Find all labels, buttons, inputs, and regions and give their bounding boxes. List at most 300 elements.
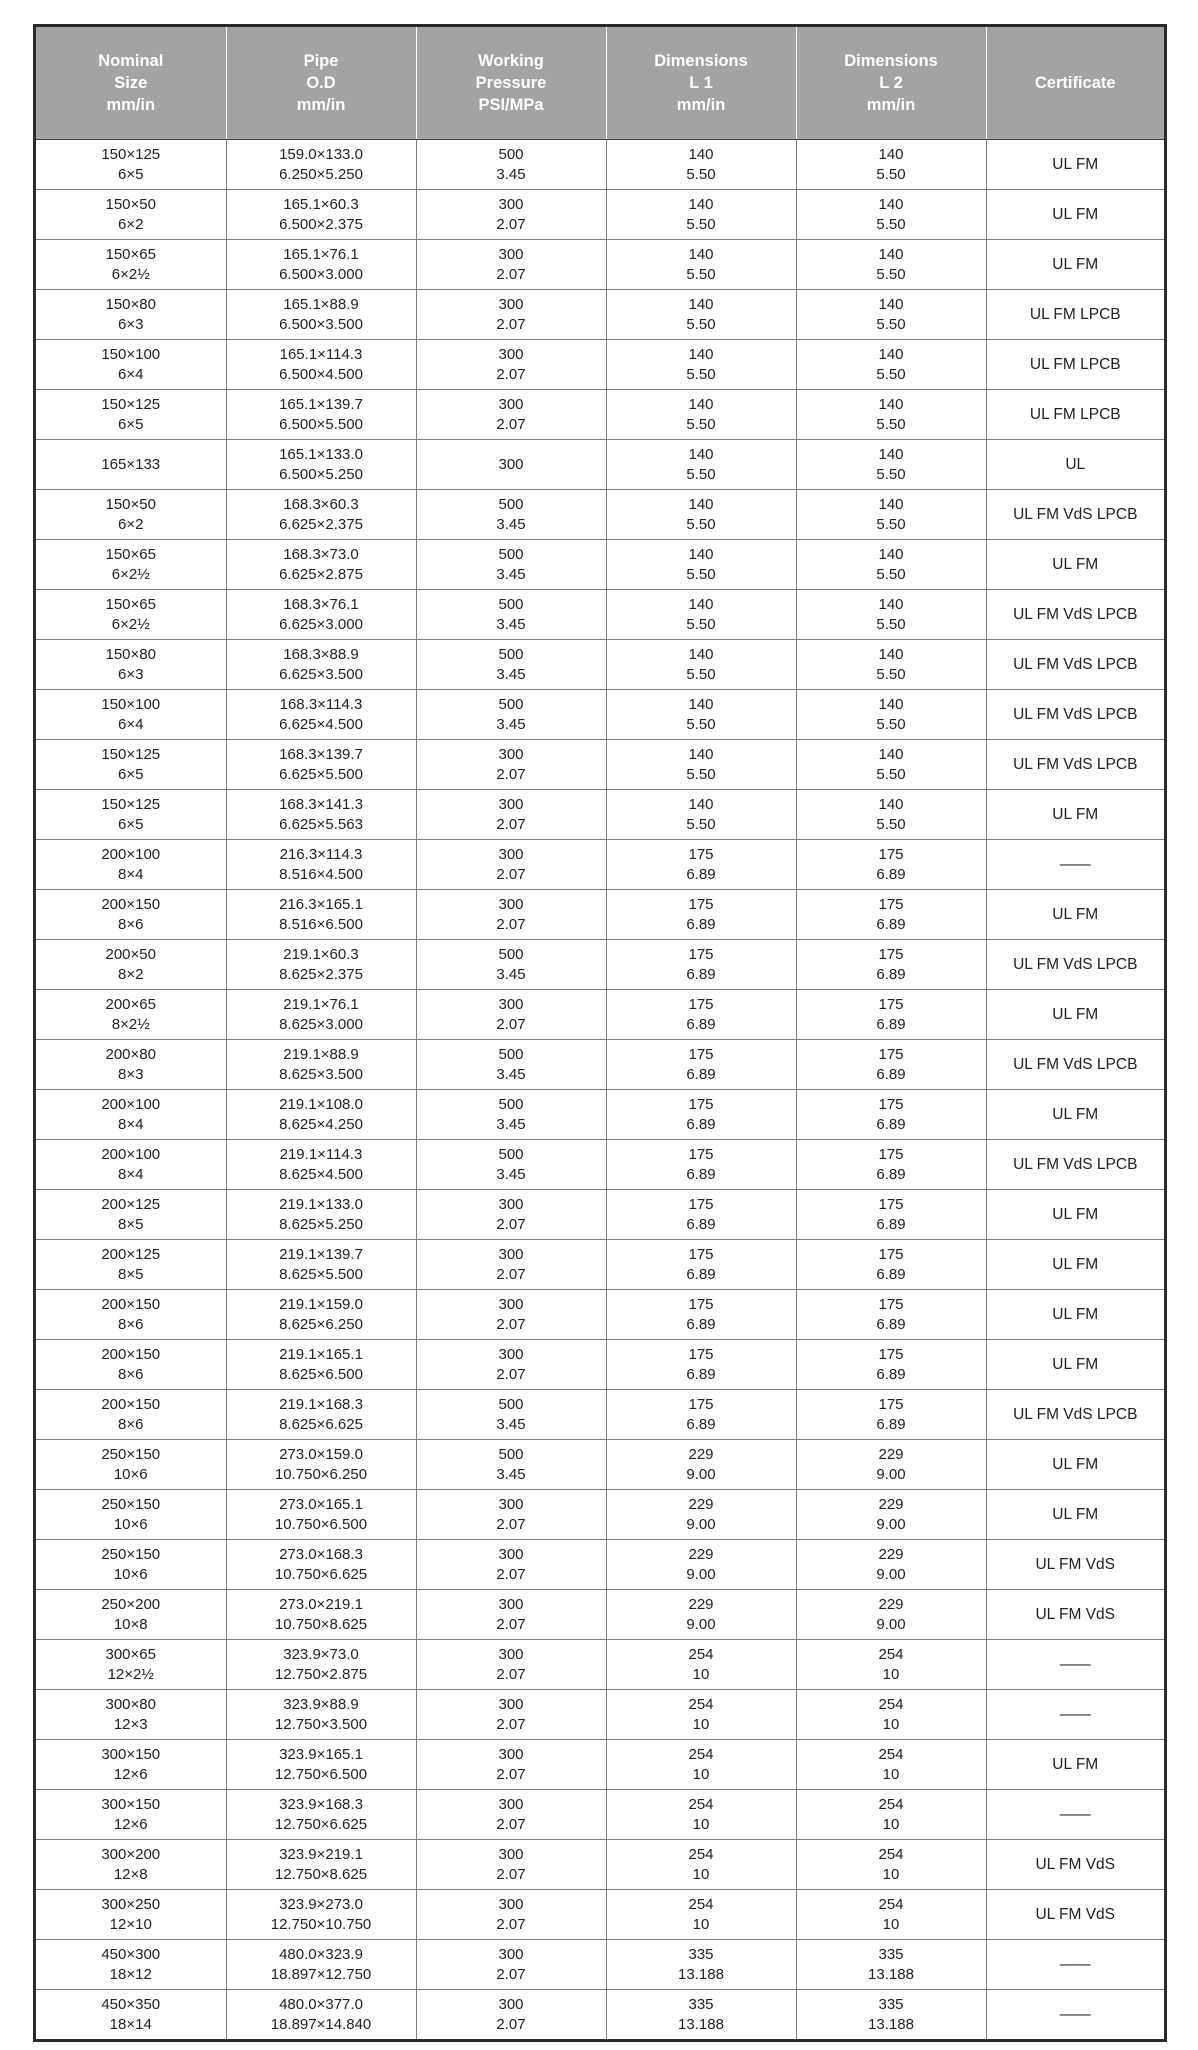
cell-line: 140: [878, 395, 904, 413]
cell-line: 6.500×3.000: [279, 265, 363, 283]
cell-pipe-od: [226, 440, 416, 490]
cell-line: 8×4: [118, 1115, 144, 1133]
cell-line: 13.188: [868, 1965, 914, 1983]
cell-line: 5.50: [876, 665, 906, 683]
cell-line: 12.750×8.625: [274, 1865, 368, 1883]
cell-working-pressure: [416, 1390, 606, 1440]
cell-line: 6.500×5.250: [279, 465, 363, 483]
cell-line: 2.07: [496, 1365, 526, 1383]
header-line: Size: [114, 74, 148, 92]
cell-line: 200×150: [101, 1395, 161, 1413]
cell-dimensions-l1: [606, 1640, 796, 1690]
cell-line: 168.3×73.0: [283, 545, 359, 563]
cell-line: 219.1×159.0: [279, 1295, 363, 1313]
cell-line: 10: [692, 1665, 710, 1683]
cell-line: 254: [688, 1795, 714, 1813]
cell-working-pressure: [416, 440, 606, 490]
cell-certificate: [986, 1540, 1164, 1590]
cell-line: 300: [498, 1745, 524, 1763]
cell-line: 2.07: [496, 1615, 526, 1633]
cell-line: 8.625×4.500: [279, 1165, 363, 1183]
cell-line: 5.50: [876, 765, 906, 783]
cell-working-pressure: [416, 640, 606, 690]
cell-line: 219.1×168.3: [279, 1395, 363, 1413]
cell-line: 6.89: [686, 1165, 716, 1183]
cell-line: 254: [878, 1645, 904, 1663]
cell-working-pressure: [416, 1990, 606, 2040]
cell-line: 12.750×10.750: [270, 1915, 372, 1933]
cell-line: 5.50: [876, 265, 906, 283]
cell-dimensions-l2: [796, 1390, 986, 1440]
cell-line: 300×65: [105, 1645, 156, 1663]
cell-dimensions-l2: [796, 1240, 986, 1290]
cell-line: 300: [498, 245, 524, 263]
cell-line: 5.50: [876, 715, 906, 733]
cell-line: 10: [692, 1815, 710, 1833]
cell-working-pressure: [416, 1340, 606, 1390]
cell-dimensions-l1: [606, 1040, 796, 1090]
cell-pipe-od: [226, 790, 416, 840]
cell-line: 8×3: [118, 1065, 144, 1083]
cell-line: 10×6: [113, 1515, 148, 1533]
cell-line: 6.89: [686, 1015, 716, 1033]
cell-line: 300: [498, 1245, 524, 1263]
cell-line: 2.07: [496, 1015, 526, 1033]
cell-line: 500: [498, 945, 524, 963]
table-row: [36, 1190, 1164, 1240]
cell-line: 175: [878, 1095, 904, 1113]
cell-pipe-od: [226, 1090, 416, 1140]
cell-working-pressure: [416, 790, 606, 840]
cell-working-pressure: [416, 1640, 606, 1690]
cell-line: UL FM VdS: [1035, 1555, 1116, 1573]
cell-line: 175: [878, 1045, 904, 1063]
cell-line: 6.89: [876, 1215, 906, 1233]
cell-line: UL FM: [1052, 1005, 1099, 1023]
cell-nominal-size: [36, 1640, 226, 1690]
cell-certificate: [986, 1090, 1164, 1140]
cell-working-pressure: [416, 940, 606, 990]
cell-line: 219.1×60.3: [283, 945, 359, 963]
cell-dimensions-l2: [796, 1840, 986, 1890]
cell-line: 175: [878, 1245, 904, 1263]
cell-line: 300×80: [105, 1695, 156, 1713]
cell-line: 150×80: [105, 295, 156, 313]
cell-certificate: [986, 440, 1164, 490]
cell-line: UL FM: [1052, 555, 1099, 573]
cell-line: 140: [688, 295, 714, 313]
cell-line: 8.625×5.250: [279, 1215, 363, 1233]
cell-line: 300: [498, 1195, 524, 1213]
cell-dimensions-l2: [796, 1090, 986, 1140]
cell-line: 6×5: [118, 415, 144, 433]
spec-table: [36, 27, 1164, 2039]
cell-working-pressure: [416, 990, 606, 1040]
cell-line: UL FM: [1052, 1305, 1099, 1323]
cell-dimensions-l2: [796, 1890, 986, 1940]
cell-certificate: [986, 1040, 1164, 1090]
cell-line: 5.50: [876, 565, 906, 583]
cell-dimensions-l2: [796, 640, 986, 690]
cell-line: 3.45: [496, 1065, 526, 1083]
header-nominal-size: [36, 27, 226, 140]
cell-line: 8×4: [118, 1165, 144, 1183]
cell-line: 175: [688, 995, 714, 1013]
cell-pipe-od: [226, 1940, 416, 1990]
cell-working-pressure: [416, 690, 606, 740]
cell-dimensions-l2: [796, 1940, 986, 1990]
cell-line: 2.07: [496, 815, 526, 833]
cell-line: 254: [688, 1695, 714, 1713]
cell-certificate: [986, 1590, 1164, 1640]
cell-line: 2.07: [496, 1265, 526, 1283]
cell-certificate: [986, 140, 1164, 190]
cell-line: 300: [498, 1345, 524, 1363]
cell-certificate: [986, 740, 1164, 790]
cell-line: UL FM: [1052, 905, 1099, 923]
cell-certificate: [986, 940, 1164, 990]
cell-line: 168.3×141.3: [279, 795, 363, 813]
cell-nominal-size: [36, 1940, 226, 1990]
cell-line: 8.625×6.625: [279, 1415, 363, 1433]
cell-dimensions-l1: [606, 690, 796, 740]
cell-line: 140: [688, 595, 714, 613]
cell-line: 2.07: [496, 1965, 526, 1983]
cell-line: 6.89: [686, 1365, 716, 1383]
cell-line: 5.50: [686, 415, 716, 433]
cell-line: ——: [1059, 1955, 1091, 1973]
table-row: [36, 540, 1164, 590]
cell-dimensions-l2: [796, 940, 986, 990]
cell-nominal-size: [36, 1540, 226, 1590]
cell-line: 8.516×6.500: [279, 915, 363, 933]
cell-line: 10.750×6.250: [274, 1465, 368, 1483]
cell-line: 3.45: [496, 515, 526, 533]
cell-line: 10.750×6.500: [274, 1515, 368, 1533]
cell-line: UL: [1065, 455, 1086, 473]
cell-working-pressure: [416, 1890, 606, 1940]
cell-line: 229: [688, 1495, 714, 1513]
cell-line: 175: [688, 1345, 714, 1363]
cell-line: 200×150: [101, 895, 161, 913]
cell-line: 140: [878, 795, 904, 813]
cell-line: 273.0×168.3: [279, 1545, 363, 1563]
cell-line: 450×300: [101, 1945, 161, 1963]
cell-line: 2.07: [496, 765, 526, 783]
cell-line: 250×150: [101, 1495, 161, 1513]
cell-pipe-od: [226, 890, 416, 940]
cell-line: 6.250×5.250: [279, 165, 363, 183]
cell-nominal-size: [36, 1290, 226, 1340]
cell-line: 9.00: [876, 1615, 906, 1633]
cell-line: 254: [878, 1695, 904, 1713]
cell-working-pressure: [416, 1540, 606, 1590]
cell-line: 6×2½: [111, 565, 150, 583]
cell-nominal-size: [36, 1840, 226, 1890]
cell-line: 140: [878, 545, 904, 563]
cell-line: 2.07: [496, 1515, 526, 1533]
cell-nominal-size: [36, 1490, 226, 1540]
cell-line: 140: [688, 445, 714, 463]
cell-line: 300: [498, 745, 524, 763]
cell-line: 9.00: [876, 1565, 906, 1583]
cell-line: 6.625×3.500: [279, 665, 363, 683]
cell-pipe-od: [226, 690, 416, 740]
table-body: [36, 140, 1164, 2040]
cell-line: 6.625×3.000: [279, 615, 363, 633]
cell-line: 219.1×165.1: [279, 1345, 363, 1363]
cell-working-pressure: [416, 140, 606, 190]
cell-nominal-size: [36, 340, 226, 390]
cell-dimensions-l1: [606, 1890, 796, 1940]
cell-nominal-size: [36, 1140, 226, 1190]
cell-line: 229: [878, 1595, 904, 1613]
table-row: [36, 190, 1164, 240]
cell-line: 9.00: [686, 1515, 716, 1533]
cell-line: 2.07: [496, 1765, 526, 1783]
cell-line: 140: [878, 495, 904, 513]
cell-working-pressure: [416, 1790, 606, 1840]
cell-line: UL FM: [1052, 255, 1099, 273]
cell-line: 8.625×6.250: [279, 1315, 363, 1333]
cell-line: 335: [878, 1995, 904, 2013]
cell-line: 12×3: [113, 1715, 148, 1733]
cell-line: UL FM: [1052, 1205, 1099, 1223]
cell-dimensions-l1: [606, 1940, 796, 1990]
cell-line: 150×80: [105, 645, 156, 663]
cell-line: 3.45: [496, 615, 526, 633]
cell-certificate: [986, 1790, 1164, 1840]
cell-line: 8×2: [118, 965, 144, 983]
cell-line: 200×125: [101, 1245, 161, 1263]
cell-line: 323.9×88.9: [283, 1695, 359, 1713]
cell-certificate: [986, 1740, 1164, 1790]
cell-line: 10: [692, 1915, 710, 1933]
cell-line: 175: [878, 895, 904, 913]
cell-dimensions-l2: [796, 1140, 986, 1190]
cell-line: 140: [878, 195, 904, 213]
cell-line: 13.188: [678, 2015, 724, 2033]
cell-dimensions-l1: [606, 990, 796, 1040]
cell-line: 12×8: [113, 1865, 148, 1883]
cell-line: 10: [882, 1865, 900, 1883]
cell-dimensions-l2: [796, 840, 986, 890]
cell-line: 300: [498, 455, 524, 473]
table-row: [36, 740, 1164, 790]
cell-line: 168.3×60.3: [283, 495, 359, 513]
cell-line: 6×4: [118, 365, 144, 383]
cell-line: 219.1×108.0: [279, 1095, 363, 1113]
cell-dimensions-l2: [796, 140, 986, 190]
cell-line: 254: [688, 1745, 714, 1763]
cell-line: UL FM: [1052, 1505, 1099, 1523]
table-row: [36, 1690, 1164, 1740]
cell-dimensions-l2: [796, 1340, 986, 1390]
cell-dimensions-l2: [796, 790, 986, 840]
cell-line: 140: [878, 345, 904, 363]
cell-line: 175: [688, 945, 714, 963]
cell-line: 254: [878, 1745, 904, 1763]
cell-line: 9.00: [686, 1615, 716, 1633]
cell-line: 175: [878, 995, 904, 1013]
cell-line: 165.1×139.7: [279, 395, 363, 413]
cell-line: 175: [688, 1395, 714, 1413]
table-row: [36, 890, 1164, 940]
cell-line: 500: [498, 545, 524, 563]
cell-line: 2.07: [496, 2015, 526, 2033]
cell-line: UL FM VdS LPCB: [1013, 705, 1138, 723]
table-row: [36, 490, 1164, 540]
header-certificate: [986, 27, 1164, 140]
cell-line: ——: [1059, 1805, 1091, 1823]
cell-dimensions-l2: [796, 190, 986, 240]
cell-nominal-size: [36, 1740, 226, 1790]
cell-dimensions-l1: [606, 590, 796, 640]
cell-line: 6.89: [686, 1415, 716, 1433]
cell-line: 12.750×6.500: [274, 1765, 368, 1783]
cell-line: 5.50: [686, 615, 716, 633]
cell-line: 5.50: [686, 465, 716, 483]
table-row: [36, 1240, 1164, 1290]
cell-line: 200×100: [101, 845, 161, 863]
cell-dimensions-l2: [796, 1640, 986, 1690]
cell-line: 8×4: [118, 865, 144, 883]
header-line: Dimensions: [844, 52, 938, 70]
cell-pipe-od: [226, 1540, 416, 1590]
cell-line: 6.500×3.500: [279, 315, 363, 333]
cell-line: 10: [692, 1765, 710, 1783]
cell-line: UL FM: [1052, 155, 1099, 173]
cell-certificate: [986, 490, 1164, 540]
table-row: [36, 640, 1164, 690]
cell-dimensions-l1: [606, 1790, 796, 1840]
cell-dimensions-l2: [796, 340, 986, 390]
table-row: [36, 790, 1164, 840]
cell-dimensions-l1: [606, 1990, 796, 2040]
cell-nominal-size: [36, 490, 226, 540]
cell-pipe-od: [226, 1690, 416, 1740]
cell-line: 140: [688, 195, 714, 213]
cell-line: 140: [688, 545, 714, 563]
cell-line: 2.07: [496, 365, 526, 383]
cell-line: 300: [498, 895, 524, 913]
cell-line: 2.07: [496, 415, 526, 433]
cell-line: 200×125: [101, 1195, 161, 1213]
cell-line: 8×6: [118, 1365, 144, 1383]
cell-line: 300×150: [101, 1795, 161, 1813]
cell-line: 140: [688, 695, 714, 713]
cell-line: 175: [878, 1345, 904, 1363]
cell-line: 6×5: [118, 815, 144, 833]
cell-line: 6.89: [686, 965, 716, 983]
cell-nominal-size: [36, 1790, 226, 1840]
cell-certificate: [986, 1940, 1164, 1990]
cell-line: 8×6: [118, 1315, 144, 1333]
cell-line: 273.0×159.0: [279, 1445, 363, 1463]
cell-certificate: [986, 1140, 1164, 1190]
cell-line: 175: [688, 845, 714, 863]
cell-line: 6.625×2.375: [279, 515, 363, 533]
table-row: [36, 590, 1164, 640]
cell-line: 6.89: [876, 1165, 906, 1183]
cell-line: 500: [498, 1445, 524, 1463]
cell-line: 9.00: [686, 1465, 716, 1483]
cell-line: 6×4: [118, 715, 144, 733]
cell-pipe-od: [226, 740, 416, 790]
cell-line: 500: [498, 1145, 524, 1163]
cell-line: 2.07: [496, 1315, 526, 1333]
cell-line: 175: [878, 1395, 904, 1413]
cell-line: 5.50: [686, 315, 716, 333]
cell-line: 300: [498, 1895, 524, 1913]
cell-line: 18.897×14.840: [270, 2015, 372, 2033]
cell-line: 219.1×133.0: [279, 1195, 363, 1213]
cell-pipe-od: [226, 840, 416, 890]
cell-working-pressure: [416, 1440, 606, 1490]
cell-dimensions-l2: [796, 990, 986, 1040]
cell-line: 216.3×165.1: [279, 895, 363, 913]
header-dimensions-l1: [606, 27, 796, 140]
cell-nominal-size: [36, 540, 226, 590]
cell-dimensions-l2: [796, 1590, 986, 1640]
cell-line: 8.625×4.250: [279, 1115, 363, 1133]
cell-line: 175: [688, 895, 714, 913]
cell-line: 10.750×8.625: [274, 1615, 368, 1633]
cell-dimensions-l2: [796, 490, 986, 540]
cell-line: 8×5: [118, 1215, 144, 1233]
cell-line: 150×65: [105, 545, 156, 563]
cell-dimensions-l2: [796, 1290, 986, 1340]
cell-nominal-size: [36, 140, 226, 190]
cell-line: 8.625×6.500: [279, 1365, 363, 1383]
cell-line: 140: [688, 395, 714, 413]
cell-line: 10: [882, 1765, 900, 1783]
cell-line: 6×2½: [111, 265, 150, 283]
cell-dimensions-l2: [796, 440, 986, 490]
cell-line: 6×2: [118, 215, 144, 233]
table-row: [36, 390, 1164, 440]
cell-line: 300: [498, 345, 524, 363]
cell-line: 140: [878, 645, 904, 663]
cell-line: 200×50: [105, 945, 156, 963]
cell-line: 2.07: [496, 1915, 526, 1933]
cell-line: 2.07: [496, 1815, 526, 1833]
cell-line: 229: [878, 1545, 904, 1563]
cell-line: 140: [878, 745, 904, 763]
cell-line: 175: [878, 1295, 904, 1313]
cell-line: 140: [688, 145, 714, 163]
cell-line: 140: [688, 495, 714, 513]
header-line: Dimensions: [654, 52, 748, 70]
cell-line: 6.625×2.875: [279, 565, 363, 583]
cell-nominal-size: [36, 240, 226, 290]
cell-line: 12.750×3.500: [274, 1715, 368, 1733]
cell-line: 219.1×114.3: [279, 1145, 363, 1163]
cell-line: 5.50: [686, 565, 716, 583]
cell-nominal-size: [36, 990, 226, 1040]
cell-dimensions-l2: [796, 390, 986, 440]
cell-line: 300: [498, 1295, 524, 1313]
cell-line: 200×100: [101, 1145, 161, 1163]
cell-line: 250×150: [101, 1445, 161, 1463]
cell-nominal-size: [36, 840, 226, 890]
table-row: [36, 690, 1164, 740]
cell-line: 8×6: [118, 915, 144, 933]
cell-line: 6.89: [686, 1065, 716, 1083]
cell-nominal-size: [36, 790, 226, 840]
cell-line: 140: [688, 245, 714, 263]
cell-dimensions-l2: [796, 1790, 986, 1840]
